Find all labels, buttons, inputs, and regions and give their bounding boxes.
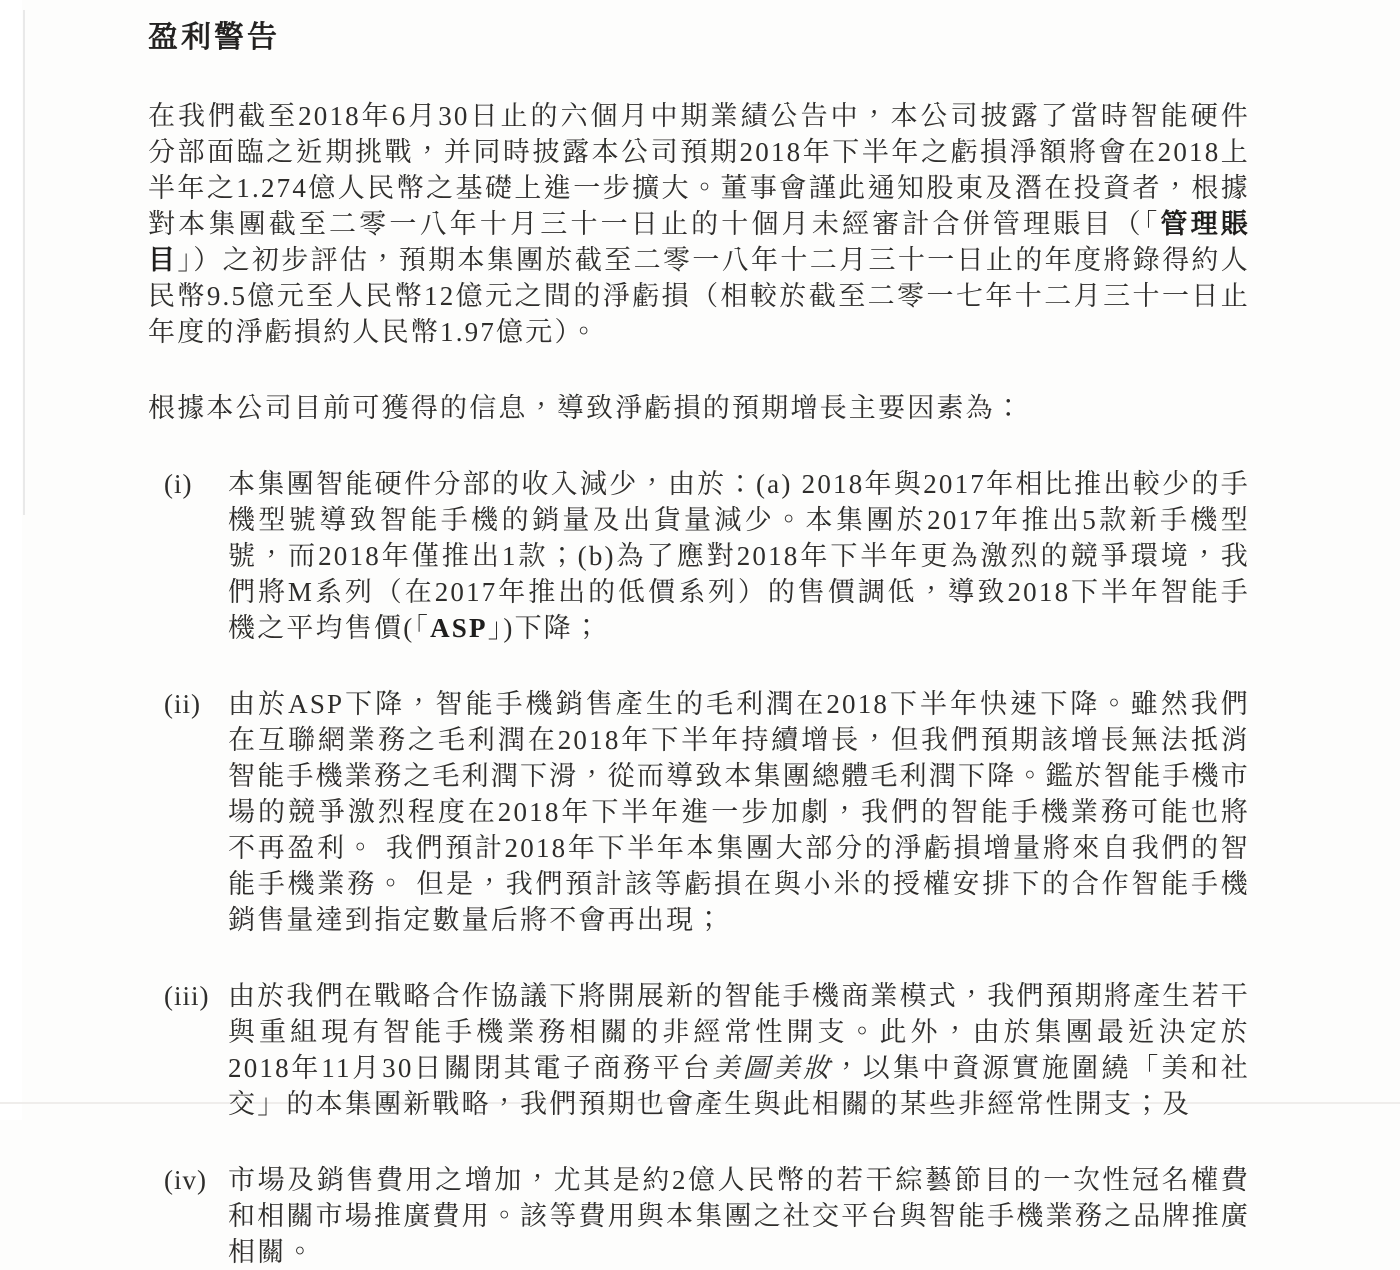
list-marker-ii: (ii) [164,689,201,719]
paragraph-intro [148,98,1250,350]
list-item-ii-text: 由於ASP下降，智能手機銷售產生的毛利潤在2018下半年快速下降。雖然我們在互聯網業務之毛利潤在2018年下半年持續增長，但我們預期該增長無法抵消智能手機業務之毛利潤下滑，從而導致本集團總體毛利潤下降。鑑於智能手機市場的競爭激烈程度在2018年下半年進一步加劇，我們的智能手機業務可能也將不再盈利。 我們預計2018年下半年本集團大部分的淨虧損增量將來自我們的智能手機業務。 但是，我們預計該等虧損在與小米的授權安排下的合作智能手機銷售量達到指定數量后將不會再出現； [228,689,1250,935]
paragraph-intro-text-cont: 」）之初步評估，預期本集團於截至二零一八年十二月三十一日止的年度將錄得約人民幣9.5億元至人民幣12億元之間的淨虧損（相較於截至二零一七年十二月三十一日止年度的淨虧損約人民幣1.97億元）。 [148,245,1250,347]
list-item-iii [148,978,1250,1122]
list-item-iv-text: 市場及銷售費用之增加，尤其是約2億人民幣的若干綜藝節目的一次性冠名權費和相關市場推廣費用。該等費用與本集團之社交平台與智能手機業務之品牌推廣相關。 [228,1165,1250,1267]
defined-term-asp: ASP [430,613,488,643]
product-name-meitu-beauty: 美圖美妝 [712,1053,833,1083]
list-item-iv [148,1162,1250,1270]
page-edge-strip [0,0,22,1120]
list-item-iii-text [228,978,1250,1122]
paragraph-factors-lead: 根據本公司目前可獲得的信息，導致淨虧損的預期增長主要因素為： [148,393,1024,423]
page-edge-line [23,10,25,515]
list-item-i-text [228,466,1250,646]
list-marker-i: (i) [164,469,193,499]
list-marker-iii: (iii) [164,981,210,1011]
list-item-i [148,466,1250,646]
list-item-ii [148,686,1250,938]
factors-list [148,466,1250,1270]
list-item-i-text-post: 」)下降； [487,613,603,643]
paragraph-intro-text: 在我們截至2018年6月30日止的六個月中期業績公告中，本公司披露了當時智能硬件分部面臨之近期挑戰，并同時披露本公司預期2018年下半年之虧損淨額將會在2018上半年之1.274億人民幣之基礎上進一步擴大。董事會謹此通知股東及潛在投資者，根據對本集團截至二零一八年十月三十一日止的十個月未經審計合併管理賬目（「 [148,101,1250,239]
announcement-body [148,12,1250,1270]
list-item-iii-text-pre: 由於我們在戰略合作協議下將開展新的智能手機商業模式，我們預期將產生若干與重組現有智能手機業務相關的非經常性開支。此外，由於集團最近決定於2018年11月30日關閉其電子商務平台 [228,981,1250,1083]
list-marker-iv: (iv) [164,1165,207,1195]
section-title: 盈利警告 [148,21,280,54]
list-item-i-text-pre: 本集團智能硬件分部的收入減少，由於：(a) 2018年與2017年相比推出較少的手機型號導致智能手機的銷量及出貨量減少。本集團於2017年推出5款新手機型號，而2018年僅推出1款；(b)為了應對2018年下半年更為激烈的競爭環境，我們將M系列（在2017年推出的低價系列）的售價調低，導致2018下半年智能手機之平均售價(「 [228,469,1250,643]
list-item-iii-text-post: ，以集中資源實施圍繞「美和社交」的本集團新戰略，我們預期也會產生與此相關的某些非經常性開支；及 [228,1053,1251,1119]
defined-term-management-accounts: 管理賬目 [148,209,1250,275]
